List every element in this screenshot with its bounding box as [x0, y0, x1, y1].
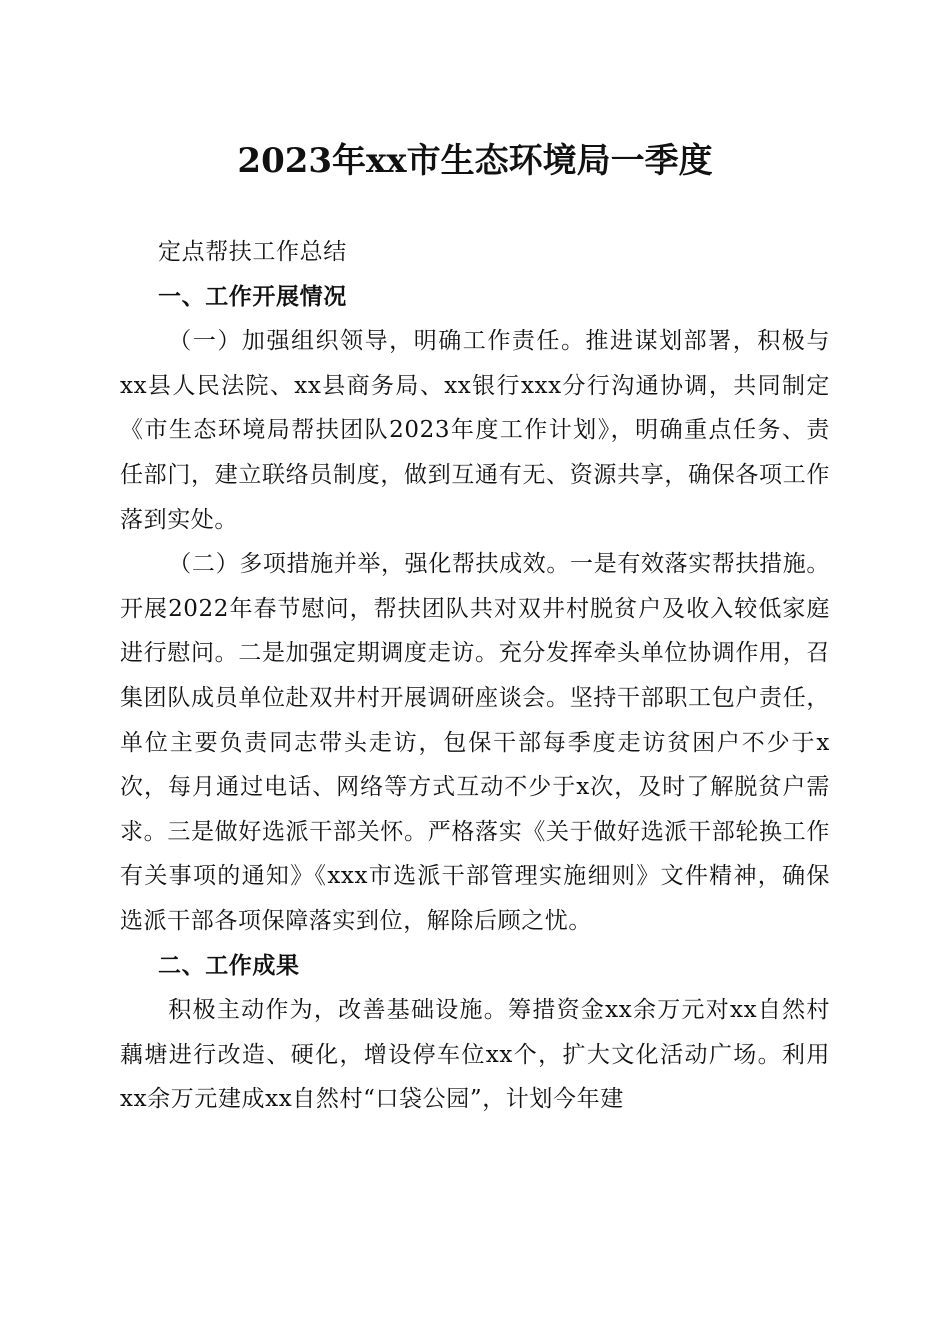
paragraph-organization-leadership: （一）加强组织领导，明确工作责任。推进谋划部署，积极与xx县人民法院、xx县商务局、xx银行xxx分行沟通协调，共同制定《市生态环境局帮扶团队2023年度工作计划》，明确重点任务、责任部门，建立联络员制度，做到互通有无、资源共享，确保各项工作落到实处。	[120, 328, 830, 533]
document-subtitle: 定点帮扶工作总结	[158, 239, 347, 265]
paragraph-multiple-measures: （二）多项措施并举，强化帮扶成效。一是有效落实帮扶措施。开展2022年春节慰问，帮扶团队共对双井村脱贫户及收入较低家庭进行慰问。二是加强定期调度走访。充分发挥牵头单位协调作用，召集团队成员单位赴双井村开展调研座谈会。坚持干部职工包户责任，单位主要负责同志带头走访，包保干部每季度走访贫困户不少于x次，每月通过电话、网络等方式互动不少于x次，及时了解脱贫户需求。三是做好选派干部关怀。严格落实《关于做好选派干部轮换工作有关事项的通知》《xxx市选派干部管理实施细则》文件精神，确保选派干部各项保障落实到位，解除后顾之忧。	[120, 551, 830, 934]
section-heading-work-progress: 一、工作开展情况	[158, 283, 347, 310]
document-title: 2023年xx市生态环境局一季度	[237, 141, 713, 181]
document-body	[120, 230, 830, 1122]
paragraph-infrastructure: 积极主动作为，改善基础设施。筹措资金xx余万元对xx自然村藕塘进行改造、硬化，增设停车位xx个，扩大文化活动广场。利用xx余万元建成xx自然村“口袋公园”，计划今年建	[120, 997, 830, 1113]
section-heading-work-results: 二、工作成果	[158, 952, 300, 979]
